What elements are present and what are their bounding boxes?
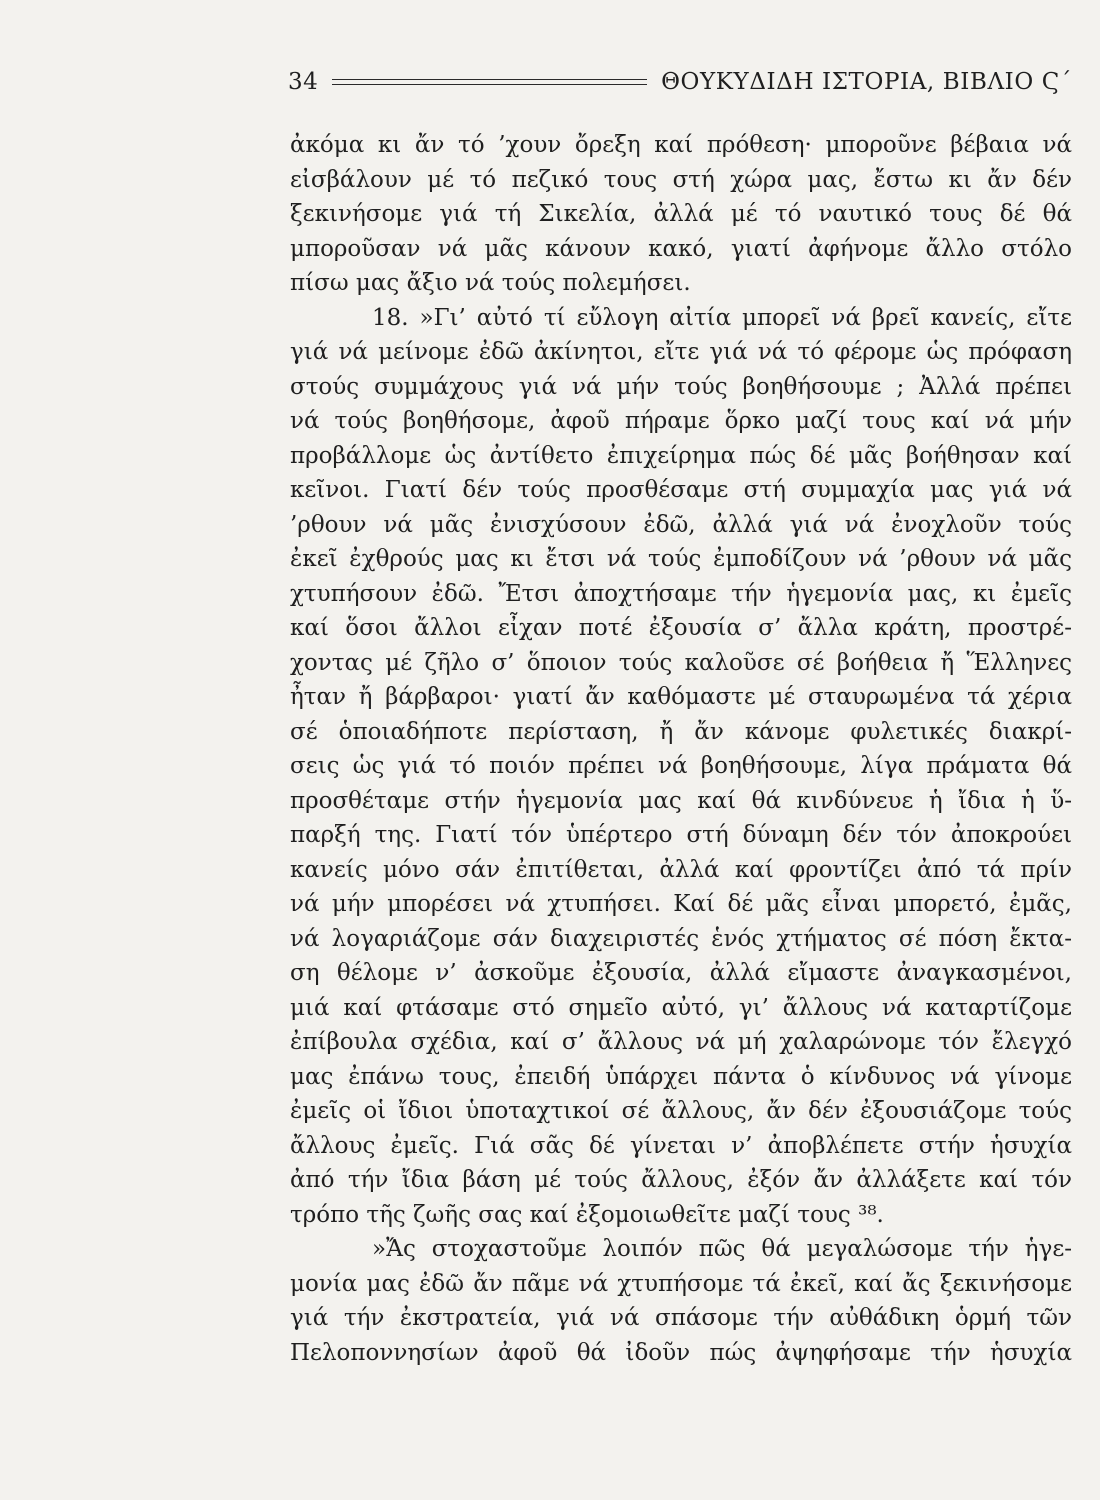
text-line: ση θέλομε ν’ ἀσκοῦμε ἐξουσία, ἀλλά εἴμαστε ἀναγκασμένοι, xyxy=(290,960,1072,986)
text-line: ἦταν ἤ βάρβαροι· γιατί ἄν καθόμαστε μέ σταυρωμένα τά χέρια xyxy=(290,684,1072,710)
text-line: ἐκεῖ ἐχθρούς μας κι ἔτσι νά τούς ἐμποδίζουν νά ’ρθουν νά μᾶς xyxy=(290,546,1072,572)
text-line: ἀκόμα κι ἄν τό ’χουν ὄρεξη καί πρόθεση· μποροῦνε βέβαια νά xyxy=(290,132,1072,158)
text-line: χτυπήσουν ἐδῶ. Ἔτσι ἀποχτήσαμε τήν ἡγεμονία μας, κι ἐμεῖς xyxy=(290,580,1072,607)
text-line: σεις ὡς γιά τό ποιόν πρέπει νά βοηθήσουμε, λίγα πράματα θά xyxy=(290,753,1072,779)
text-line: 18. »Γι’ αὐτό τί εὔλογη αἰτία μπορεῖ νά βρεῖ κανείς, εἴτε xyxy=(372,304,1072,331)
text-line: μας ἐπάνω τους, ἐπειδή ὑπάρχει πάντα ὁ κίνδυνος νά γίνομε xyxy=(290,1063,1072,1090)
text-line: σέ ὁποιαδήποτε περίσταση, ἤ ἄν κάνομε φυλετικές διακρί- xyxy=(290,718,1072,745)
text-line: μποροῦσαν νά μᾶς κάνουν κακό, γιατί ἀφήνομε ἄλλο στόλο xyxy=(290,235,1072,262)
page-number: 34 xyxy=(288,69,319,95)
text-line: ξεκινήσομε γιά τή Σικελία, ἀλλά μέ τό ναυτικό τους δέ θά xyxy=(290,201,1072,227)
running-header xyxy=(288,64,1072,100)
text-line: πίσω μας ἄξιο νά τούς πολεμήσει. xyxy=(290,270,691,296)
text-line: γιά νά μείνομε ἐδῶ ἀκίνητοι, εἴτε γιά νά τό φέρομε ὡς πρόφαση xyxy=(290,339,1072,365)
text-line: νά λογαριάζομε σάν διαχειριστές ἑνός χτήματος σέ πόση ἔκτα- xyxy=(290,925,1072,952)
text-line: νά μήν μπορέσει νά χτυπήσει. Καί δέ μᾶς εἶναι μπορετό, ἐμᾶς, xyxy=(290,891,1072,917)
text-line: προβάλλομε ὡς ἀντίθετο ἐπιχείρημα πώς δέ μᾶς βοήθησαν καί xyxy=(290,442,1072,469)
text-line: εἰσβάλουν μέ τό πεζικό τους στή χώρα μας, ἔστω κι ἄν δέν xyxy=(290,166,1072,193)
text-line: μιά καί φτάσαμε στό σημεῖο αὐτό, γι’ ἄλλους νά καταρτίζομε xyxy=(290,994,1072,1021)
text-line: ’ρθουν νά μᾶς ἐνισχύσουν ἐδῶ, ἀλλά γιά νά ἐνοχλοῦν τούς xyxy=(290,511,1072,538)
header-double-rule xyxy=(332,79,647,85)
text-body xyxy=(290,128,1072,1370)
text-line: παρξή της. Γιατί τόν ὑπέρτερο στή δύναμη δέν τόν ἀποκρούει xyxy=(290,822,1072,848)
text-line: χοντας μέ ζῆλο σ’ ὅποιον τούς καλοῦσε σέ βοήθεια ἤ Ἕλληνες xyxy=(290,649,1072,676)
text-line: Πελοποννησίων ἀφοῦ θά ἰδοῦν πώς ἀψηφήσαμε τήν ἡσυχία xyxy=(290,1339,1072,1366)
text-line: νά τούς βοηθήσομε, ἀφοῦ πήραμε ὅρκο μαζί τους καί νά μήν xyxy=(290,408,1072,434)
text-line: ἐπίβουλα σχέδια, καί σ’ ἄλλους νά μή χαλαρώνομε τόν ἔλεγχό xyxy=(290,1029,1072,1055)
text-line: καί ὅσοι ἄλλοι εἶχαν ποτέ ἐξουσία σ’ ἄλλα κράτη, προστρέ- xyxy=(290,615,1072,641)
running-title: ΘΟΥΚΥΔΙΔΗ ΙΣΤΟΡΙΑ, ΒΙΒΛΙΟ Ϛ΄ xyxy=(661,69,1072,95)
text-line: στούς συμμάχους γιά νά μήν τούς βοηθήσουμε ; Ἀλλά πρέπει xyxy=(290,373,1072,400)
text-line: γιά τήν ἐκστρατεία, γιά νά σπάσομε τήν αὐθάδικη ὁρμή τῶν xyxy=(290,1305,1072,1331)
text-line: »Ἄς στοχαστοῦμε λοιπόν πῶς θά μεγαλώσομε τήν ἡγε- xyxy=(372,1236,1072,1262)
text-line: κανείς μόνο σάν ἐπιτίθεται, ἀλλά καί φροντίζει ἀπό τά πρίν xyxy=(290,856,1072,883)
text-line: ἄλλους ἐμεῖς. Γιά σᾶς δέ γίνεται ν’ ἀποβλέπετε στήν ἡσυχία xyxy=(290,1132,1072,1159)
text-line: μονία μας ἐδῶ ἄν πᾶμε νά χτυπήσομε τά ἐκεῖ, καί ἄς ξεκινήσομε xyxy=(290,1270,1072,1297)
text-line: ἐμεῖς οἱ ἴδιοι ὑποταχτικοί σέ ἄλλους, ἄν δέν ἐξουσιάζομε τούς xyxy=(290,1098,1072,1124)
text-line: προσθέταμε στήν ἡγεμονία μας καί θά κινδύνευε ἡ ἴδια ἡ ὕ- xyxy=(290,787,1072,814)
text-line: τρόπο τῆς ζωῆς σας καί ἐξομοιωθεῖτε μαζί τους ³⁸. xyxy=(290,1201,884,1228)
text-line: ἀπό τήν ἴδια βάση μέ τούς ἄλλους, ἐξόν ἄν ἀλλάξετε καί τόν xyxy=(290,1167,1072,1193)
text-line: κεῖνοι. Γιατί δέν τούς προσθέσαμε στή συμμαχία μας γιά νά xyxy=(290,477,1072,503)
